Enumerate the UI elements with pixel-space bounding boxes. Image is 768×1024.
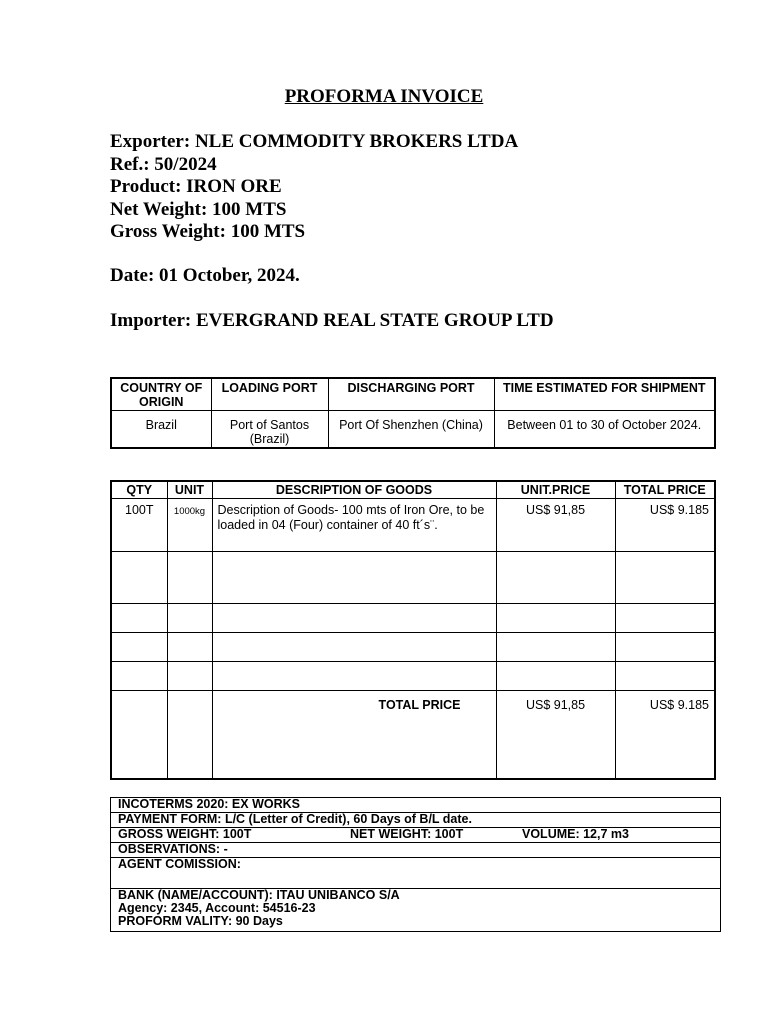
item-qty: 100T: [111, 499, 167, 552]
agent-comission: AGENT COMISSION:: [111, 858, 721, 889]
payment-form: PAYMENT FORM: L/C (Letter of Credit), 60 Days of B/L date.: [111, 813, 721, 828]
reference-line: Ref.: 50/2024: [110, 153, 217, 175]
gross-weight-line: Gross Weight: 100 MTS: [110, 221, 306, 242]
proform-validity: PROFORM VALITY: 90 Days: [118, 914, 283, 928]
empty-row: [111, 633, 715, 662]
header-time-estimated: TIME ESTIMATED FOR SHIPMENT: [494, 378, 715, 411]
table-row: [111, 499, 715, 552]
empty-row: [111, 604, 715, 633]
item-unit: 1000kg: [167, 499, 212, 552]
terms-gross-weight: GROSS WEIGHT: 100T: [118, 827, 252, 841]
header-description: DESCRIPTION OF GOODS: [212, 481, 496, 499]
document-title: PROFORMA INVOICE: [284, 86, 484, 107]
weights-volume-row: [111, 828, 721, 843]
goods-table: [110, 480, 716, 780]
bank-block: [111, 889, 721, 932]
header-total-price: TOTAL PRICE: [615, 481, 715, 499]
empty-row: [111, 552, 715, 604]
bank-agency: Agency: 2345, Account: 54516-23: [118, 901, 316, 915]
total-price-value: US$ 9.185: [615, 691, 715, 779]
shipment-row: [111, 411, 715, 449]
incoterms: INCOTERMS 2020: EX WORKS: [111, 798, 721, 813]
terms-volume: VOLUME: 12,7 m3: [522, 827, 629, 841]
country-of-origin: Brazil: [111, 411, 211, 449]
total-row: [111, 691, 715, 779]
terms-net-weight: NET WEIGHT: 100T: [350, 827, 464, 841]
shipment-table: [110, 377, 716, 449]
shipment-time: Between 01 to 30 of October 2024.: [494, 411, 715, 449]
total-price-label: TOTAL PRICE: [212, 691, 496, 779]
product-line: Product: IRON ORE: [110, 176, 282, 197]
header-discharging-port: DISCHARGING PORT: [328, 378, 494, 411]
header-block: [110, 131, 518, 244]
exporter-line: Exporter: NLE COMMODITY BROKERS LTDA: [110, 131, 519, 152]
goods-header-row: [111, 481, 715, 499]
header-unit-price: UNIT.PRICE: [496, 481, 615, 499]
loading-port: Port of Santos (Brazil): [211, 411, 328, 449]
item-unit-price: US$ 91,85: [496, 499, 615, 552]
importer-line: Importer: EVERGRAND REAL STATE GROUP LTD: [110, 310, 554, 331]
net-weight-line: Net Weight: 100 MTS: [110, 198, 287, 220]
item-description: Description of Goods- 100 mts of Iron Ore, to be loaded in 04 (Four) container of 40 ft´s¨.: [212, 499, 496, 552]
header-country-of-origin: COUNTRY OF ORIGIN: [111, 378, 211, 411]
date-line: Date: 01 October, 2024.: [110, 265, 300, 286]
header-qty: QTY: [111, 481, 167, 499]
header-loading-port: LOADING PORT: [211, 378, 328, 411]
observations: OBSERVATIONS: -: [111, 843, 721, 858]
item-total-price: US$ 9.185: [615, 499, 715, 552]
bank-name: BANK (NAME/ACCOUNT): ITAU UNIBANCO S/A: [118, 888, 400, 902]
empty-row: [111, 662, 715, 691]
shipment-header-row: [111, 378, 715, 411]
terms-table: [110, 797, 721, 932]
discharging-port: Port Of Shenzhen (China): [328, 411, 494, 449]
total-unit-price: US$ 91,85: [496, 691, 615, 779]
header-unit: UNIT: [167, 481, 212, 499]
